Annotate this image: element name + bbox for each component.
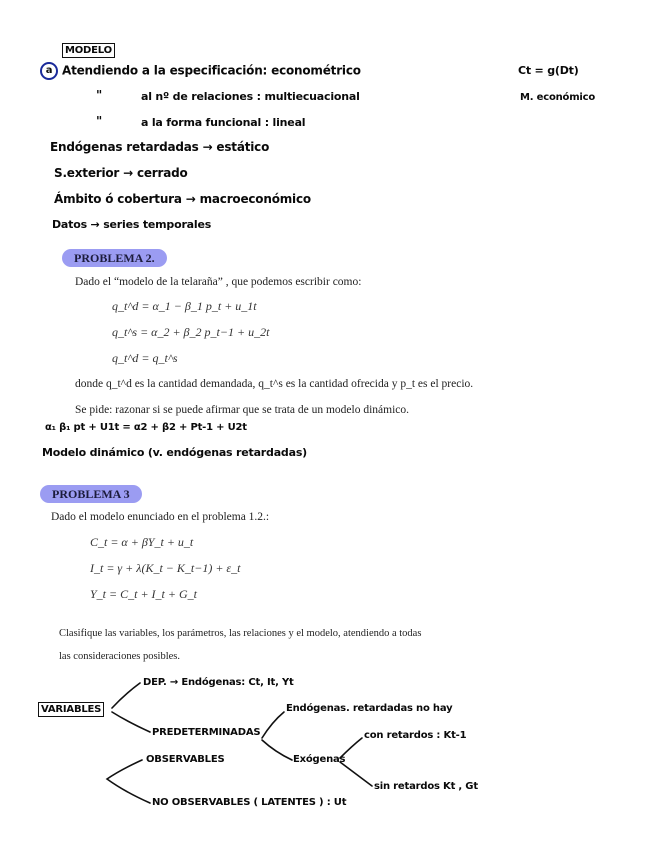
problema3-task-line2: las consideraciones posibles. — [59, 651, 181, 662]
problema2-hw-conclusion: Modelo dinámico (v. endógenas retardadas) — [42, 446, 307, 459]
problema2-eq2: q_t^s = α_2 + β_2 p_t−1 + u_2t — [112, 325, 270, 339]
variables-predet: PREDETERMINADAS — [152, 727, 261, 738]
modelo-line2-text: al nº de relaciones : multiecuacional — [141, 90, 360, 103]
variables-con-ret: con retardos : Kt-1 — [364, 730, 467, 741]
modelo-box-label: MODELO — [62, 43, 115, 58]
problema2-where: donde q_t^d es la cantidad demandada, q_t^s es la cantidad ofrecida y p_t es el precio. — [75, 378, 474, 390]
variables-root: VARIABLES — [38, 702, 104, 717]
variables-dep: DEP. → Endógenas: Ct, It, Yt — [143, 677, 294, 688]
modelo-line2-right: M. económico — [520, 92, 596, 103]
modelo-line5-text: S.exterior → cerrado — [54, 166, 188, 180]
modelo-line7-text: Datos → series temporales — [52, 218, 212, 231]
problema2-question: Se pide: razonar si se puede afirmar que se trata de un modelo dinámico. — [75, 404, 410, 416]
problema3-intro: Dado el modelo enunciado en el problema 1.2.: — [51, 511, 270, 523]
modelo-line6-text: Ámbito ó cobertura → macroeconómico — [54, 192, 311, 206]
ditto-mark-2: " — [96, 114, 103, 128]
variables-endo-ret: Endógenas. retardadas no hay — [286, 703, 453, 714]
variables-sin-ret: sin retardos Kt , Gt — [374, 781, 478, 792]
problema3-eq3: Y_t = C_t + I_t + G_t — [90, 587, 197, 601]
problema2-title: PROBLEMA 2. — [62, 249, 167, 267]
variables-exogenas: Exógenas — [293, 754, 346, 765]
branch-obs-noobs — [107, 760, 150, 803]
branch-to-exogenas — [262, 740, 292, 760]
problema3-eq1: C_t = α + βY_t + u_t — [90, 535, 194, 549]
ditto-mark-1: " — [96, 88, 103, 102]
problema3-title: PROBLEMA 3 — [40, 485, 142, 503]
branch-to-dep — [112, 683, 140, 708]
problema2-eq3: q_t^d = q_t^s — [112, 351, 178, 365]
problema2-eq1: q_t^d = α_1 − β_1 p_t + u_1t — [112, 299, 257, 313]
branch-to-predet — [112, 712, 150, 732]
modelo-line1-text: Atendiendo a la especificación: econométrico — [62, 63, 361, 78]
modelo-line1-right: Ct = g(Dt) — [518, 64, 579, 77]
variables-no-observables: NO OBSERVABLES ( LATENTES ) : Ut — [152, 797, 347, 808]
circled-marker: a — [40, 62, 58, 80]
variables-observables: OBSERVABLES — [146, 754, 225, 765]
problema3-task-line1: Clasifique las variables, los parámetros, las relaciones y el modelo, atendiendo a todas — [59, 628, 422, 639]
modelo-line4-text: Endógenas retardadas → estático — [50, 140, 270, 154]
problema3-eq2: I_t = γ + λ(K_t − K_t−1) + ε_t — [90, 561, 241, 575]
modelo-line3-text: a la forma funcional : lineal — [141, 116, 306, 129]
branch-to-sin-ret — [340, 762, 372, 786]
branch-to-endo-ret — [262, 712, 284, 738]
problema2-hw-equation: α₁ β₁ pt + U1t = α2 + β2 + Pt-1 + U2t — [45, 422, 247, 433]
problema2-intro: Dado el “modelo de la telaraña” , que podemos escribir como: — [75, 276, 362, 288]
